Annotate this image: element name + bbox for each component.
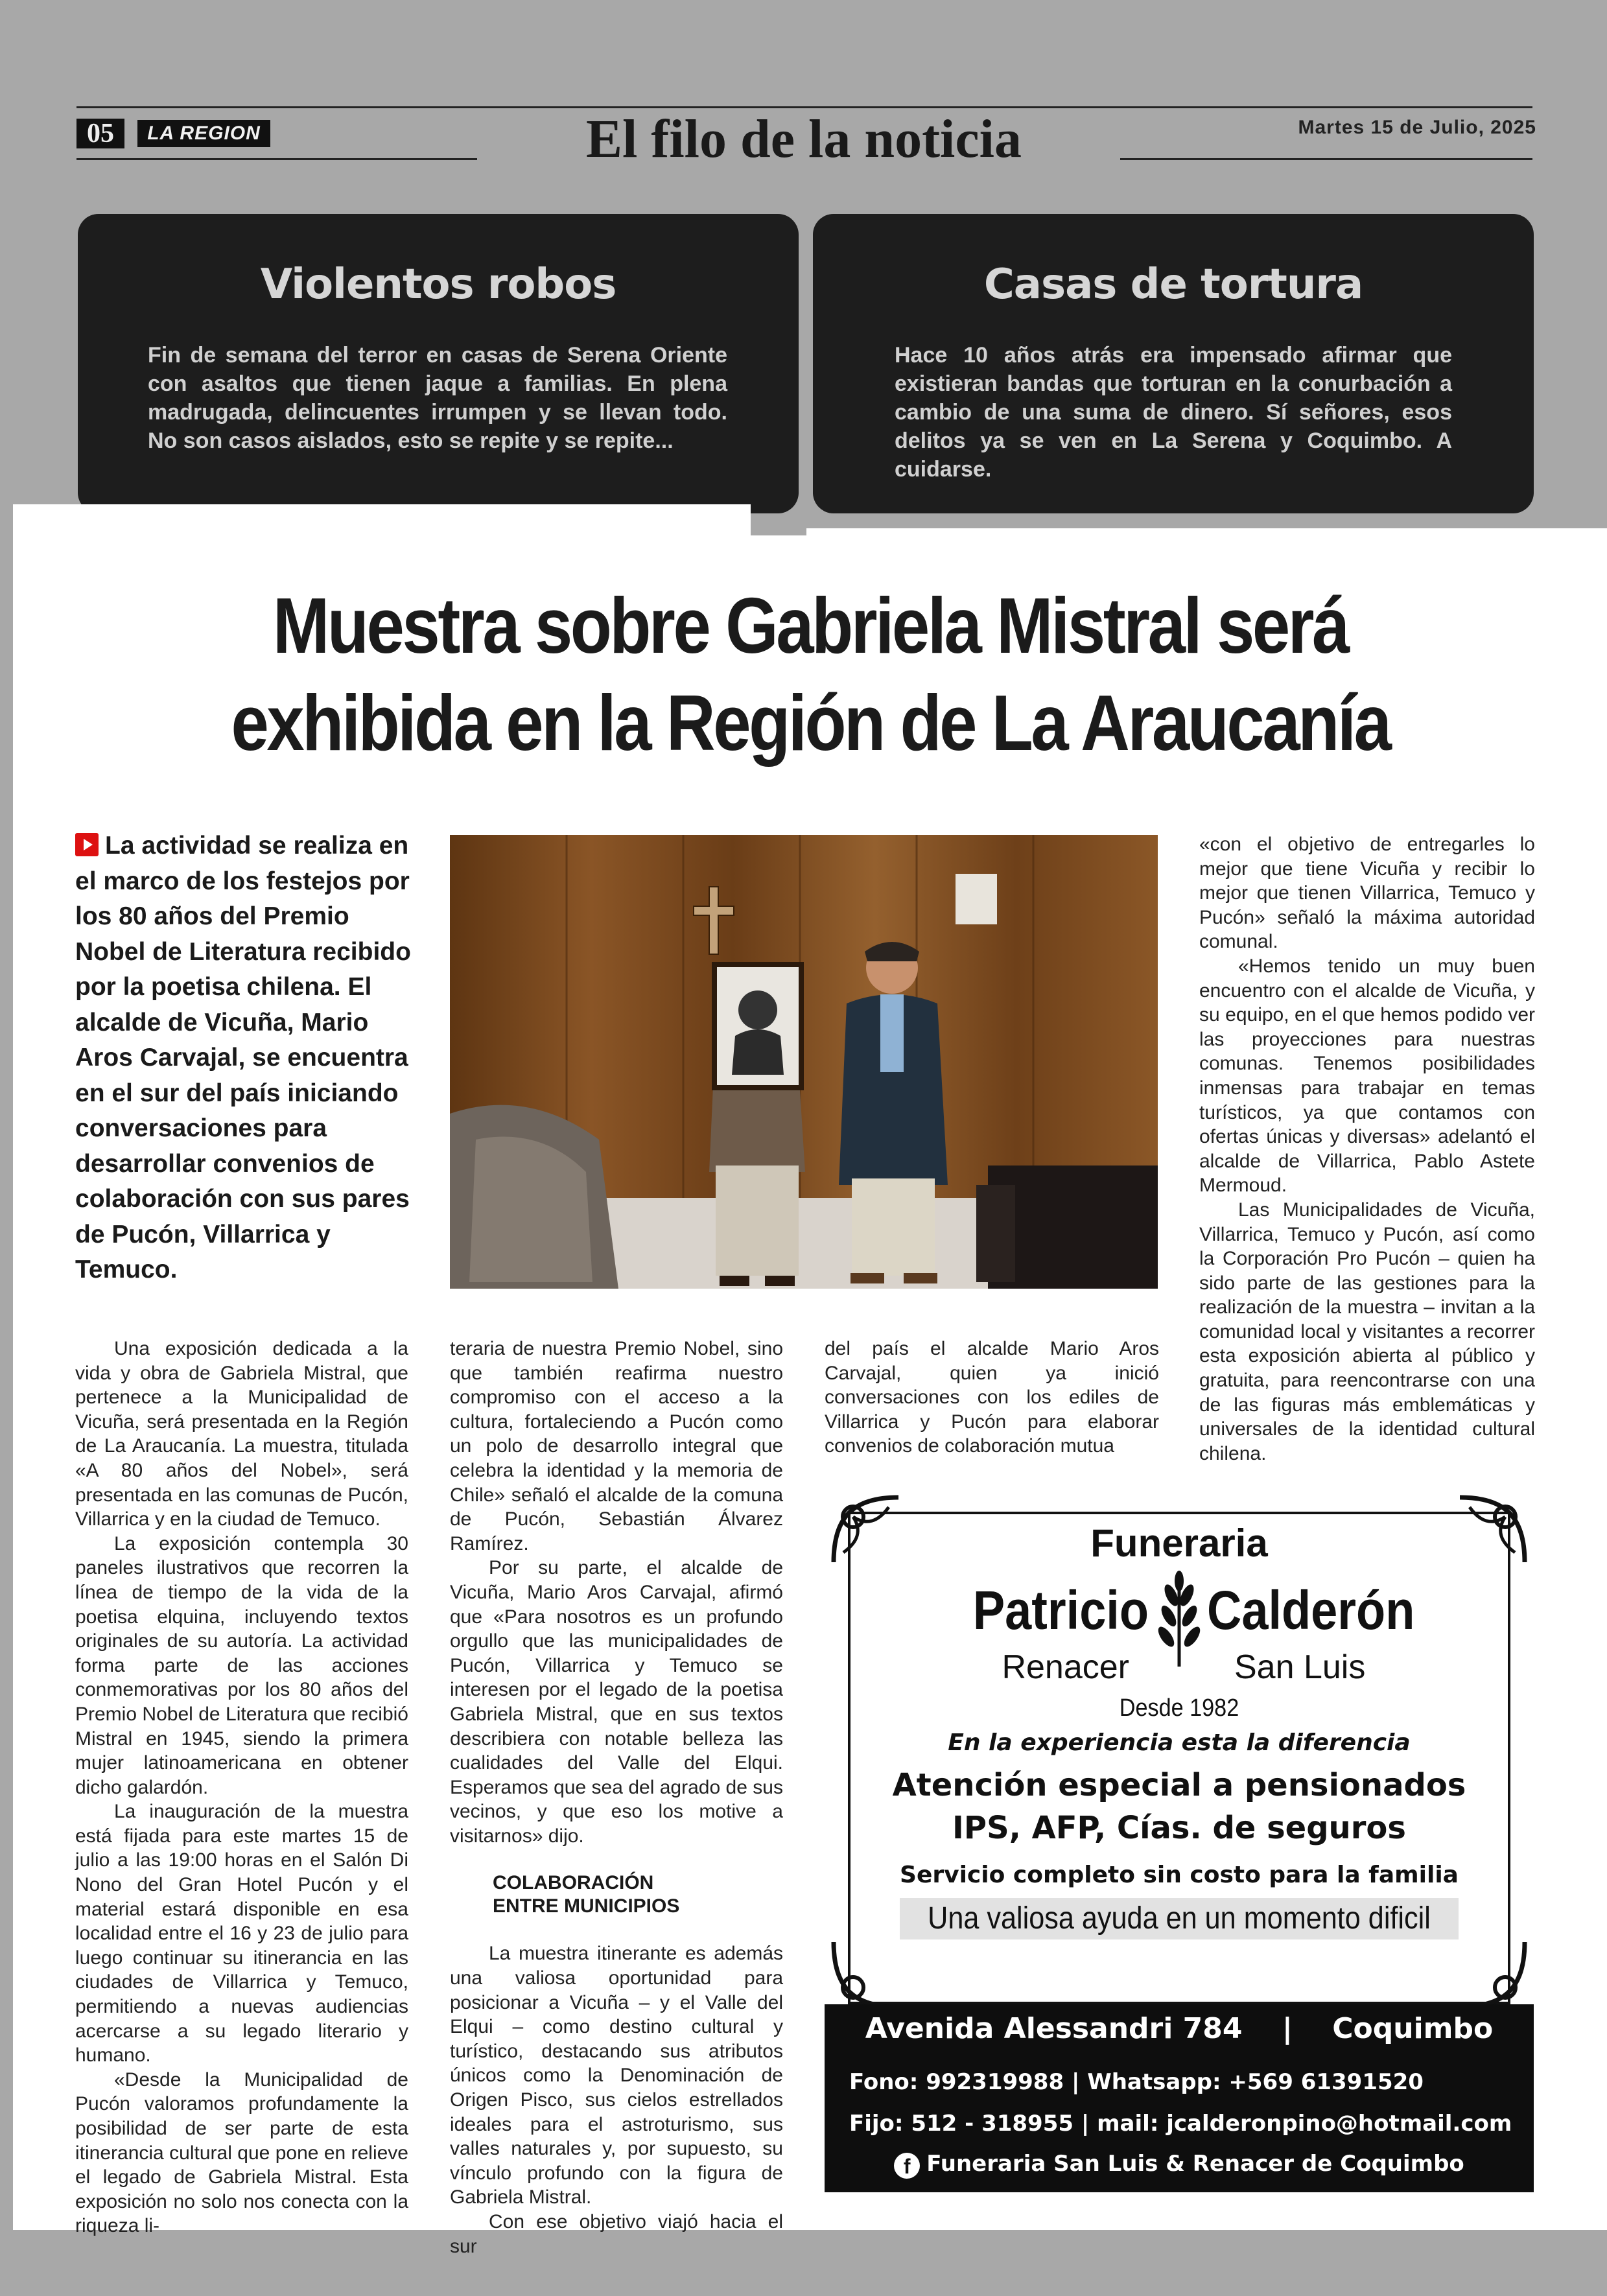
masthead-right-rule — [1120, 158, 1532, 160]
ad-city: Coquimbo — [1332, 2012, 1494, 2045]
teaser-box-robos[interactable] — [78, 214, 799, 513]
ad-line-4: Una valiosa ayuda en un momento dificil — [928, 1901, 1431, 1936]
paragraph: Una exposición dedicada a la vida y obra de Gabriela Mistral, que pertenece a la Municipalidad de Vicuña, será presentada en la Región de La Araucanía. La muestra, titulada «A 80 años del Nobel», será presentada en las comunas de Pucón, Villarrica y en la ciudad de Temuco. — [75, 1338, 408, 1530]
masthead-left-rule — [76, 158, 477, 160]
ad-sub-right: San Luis — [1234, 1648, 1366, 1686]
article-lead — [75, 828, 412, 1288]
paragraph: «Hemos tenido un muy buen encuentro con el alcalde de Vicuña, y su equipo, en el que hemos podido ver las proyecciones para nuestras comunas. Tenemos posibilidades inmensas para trabajar en temas turísticos, ya que contamos con ofertas únicas y diversas» adelantó el alcalde de Villarrica, Pablo Astete Mermoud. — [1199, 955, 1535, 1197]
issue-date: Martes 15 de Julio, 2025 — [1298, 117, 1536, 138]
subhead-line-2: ENTRE MUNICIPIOS — [493, 1895, 680, 1917]
publication-name: LA REGION — [137, 120, 270, 147]
ad-facebook: Funeraria San Luis & Renacer de Coquimbo — [926, 2151, 1464, 2177]
paragraph: del país el alcalde Mario Aros Carvajal, quien ya inició conversaciones con los ediles de Villarrica y Pucón para elaborar convenios de colaboración mutua — [825, 1338, 1159, 1457]
paragraph: «con el objetivo de entregarles lo mejor que tiene Vicuña y recibir lo mejor que tienen Villarrica, Temuco y Pucón» señaló la máxima autoridad comunal. — [1199, 834, 1535, 953]
page-number: 05 — [76, 119, 124, 148]
ad-funeraria: Funeraria — [1090, 1521, 1268, 1565]
ad-contact-band — [825, 2004, 1534, 2192]
corner-ornament-icon — [827, 1936, 905, 2013]
paragraph: La muestra itinerante es además una valiosa oportunidad para posicionar a Vicuña – y el Valle del Elqui – como destino cultural y turístico, destacando sus atributos únicos como la Denominación de Origen Pisco, sus cielos estrellados ideales para el astroturismo, sus valles naturales y, por supuesto, su vínculo profundo con la figura de Gabriela Mistral. — [450, 1943, 783, 2208]
ad-slogan: En la experiencia esta la diferencia — [948, 1729, 1411, 1756]
article-column-3 — [825, 1337, 1159, 1458]
teaser-box-tortura[interactable] — [813, 214, 1534, 513]
paragraph: Con ese objetivo viajó hacia el sur — [450, 2211, 783, 2257]
facebook-icon: f — [894, 2153, 920, 2179]
teaser-title: Violentos robos — [260, 261, 616, 309]
article-column-4 — [1199, 832, 1535, 1466]
paragraph: Las Municipalidades de Vicuña, Villarrica, Temuco y Pucón, así como la Corporación Pro Pucón – quien ha sido parte de las gestiones para la realización de la muestra – invitan a la comunidad local y visitantes a recorrer esta exposición abierta al público y gratuita, para reencontrarse con una de las figuras más emblemáticas y universales de la identidad cultural chilena. — [1199, 1199, 1535, 1464]
ad-contact[interactable]: Fijo: 512 - 318955 | mail: jcalderonpino@hotmail.com — [849, 2111, 1512, 2137]
ad-line-3: Servicio completo sin costo para la familia — [900, 1862, 1459, 1888]
paragraph: teraria de nuestra Premio Nobel, sino que también reafirma nuestro compromiso con el acceso a la cultura, fortaleciendo a Pucón como un polo de desarrollo integral que celebra la identidad y la memoria de Chile» señaló el alcalde de la comuna de Pucón, Sebastián Álvarez Ramírez. — [450, 1338, 783, 1554]
ad-line-2: IPS, AFP, Cías. de seguros — [952, 1810, 1406, 1846]
ad-address-row — [825, 2012, 1534, 2045]
teaser-text: Hace 10 años atrás era impensado afirmar que existieran bandas que torturan en la conurbación a cambio de una suma de dinero. Sí señores, esos delitos ya se ven en La Serena y Coquimbo. A cuidarse. — [895, 343, 1452, 482]
ad-name-right: Calderón — [1207, 1580, 1415, 1641]
headline-line-1: Muestra sobre Gabriela Mistral será — [272, 581, 1348, 670]
ad-phones[interactable]: Fono: 992319988 | Whatsapp: +569 61391520 — [849, 2069, 1424, 2095]
teaser-title: Casas de tortura — [983, 261, 1363, 309]
article-column-1 — [75, 1337, 408, 2238]
section-subhead — [493, 1871, 783, 1918]
lead-text: La actividad se realiza en el marco de los festejos por los 80 años del Premio Nobel de Literatura recibido por la poetisa chilena. El alcalde de Vicuña, Mario Aros Carvajal, se encuentra en el sur del país iniciando conversaciones para desarrollar convenios de colaboración con sus pares de Pucón, Villarrica y Temuco. — [75, 832, 411, 1283]
article-headline — [225, 577, 1396, 771]
photo-illustration — [450, 835, 1158, 1289]
subhead-line-1: COLABORACIÓN — [493, 1872, 654, 1894]
teaser-text: Fin de semana del terror en casas de Serena Oriente con asaltos que tienen jaque a familias. En plena madrugada, delincuentes irrumpen y se llevan todo. No son casos aislados, esto se repite y se repite... — [148, 343, 727, 453]
ad-name-left: Patricio — [972, 1580, 1149, 1641]
wheat-icon — [1152, 1569, 1206, 1667]
corner-ornament-icon — [1453, 1936, 1531, 2013]
ad-address: Avenida Alessandri 784 — [865, 2012, 1243, 2045]
headline-line-2: exhibida en la Región de La Araucanía — [231, 679, 1390, 767]
ad-separator: | — [1282, 2012, 1293, 2045]
paragraph: «Desde la Municipalidad de Pucón valoramos profundamente la posibilidad de ser parte de esta itinerancia cultural que pone en relieve el legado de Gabriela Mistral. Esta exposición no solo nos conecta con la riqueza li- — [75, 2068, 408, 2237]
article-photo — [450, 835, 1158, 1289]
funeral-home-ad[interactable] — [825, 1488, 1534, 2192]
section-title: El filo de la noticia — [586, 109, 1022, 169]
paragraph: Por su parte, el alcalde de Vicuña, Mario Aros Carvajal, afirmó que «Para nosotros es un profundo orgullo que las municipalidades de Pucón, Villarrica y Temuco se interesen por el legado de la poetisa Gabriela Mistral, que en sus textos describiera con notable belleza las cualidades del Valle del Elqui. Esperamos que sea del agrado de sus vecinos, y que eso los motive a visitarnos» dijo. — [450, 1557, 783, 1847]
ad-facebook-row[interactable] — [825, 2151, 1534, 2179]
article-column-2 — [450, 1337, 783, 2258]
ad-since: Desde 1982 — [1119, 1694, 1239, 1722]
ad-line-1: Atención especial a pensionados — [892, 1767, 1466, 1803]
ad-sub-left: Renacer — [1002, 1648, 1129, 1686]
paragraph: La exposición contempla 30 paneles ilustrativos que recorren la línea de tiempo de la vida de la poetisa elquina, incluyendo textos originales de su autoría. La actividad forma parte de las acciones conmemorativas por los 80 años del Premio Nobel de Literatura que recibió Mistral en 1945, siendo la primera mujer latinoamericana en obtener dicho galardón. — [75, 1532, 408, 1798]
play-bullet-icon — [75, 833, 99, 856]
paragraph: La inauguración de la muestra está fijada para este martes 15 de julio a las 19:00 horas en el Salón Di Nono del Gran Hotel Pucón y el material estará disponible en esa localidad entre el 16 y 23 de julio para luego continuar su itinerancia en las ciudades de Villarrica y Temuco, permitiendo a nuevas audiencias acercarse a su legado literario y humano. — [75, 1801, 408, 2067]
